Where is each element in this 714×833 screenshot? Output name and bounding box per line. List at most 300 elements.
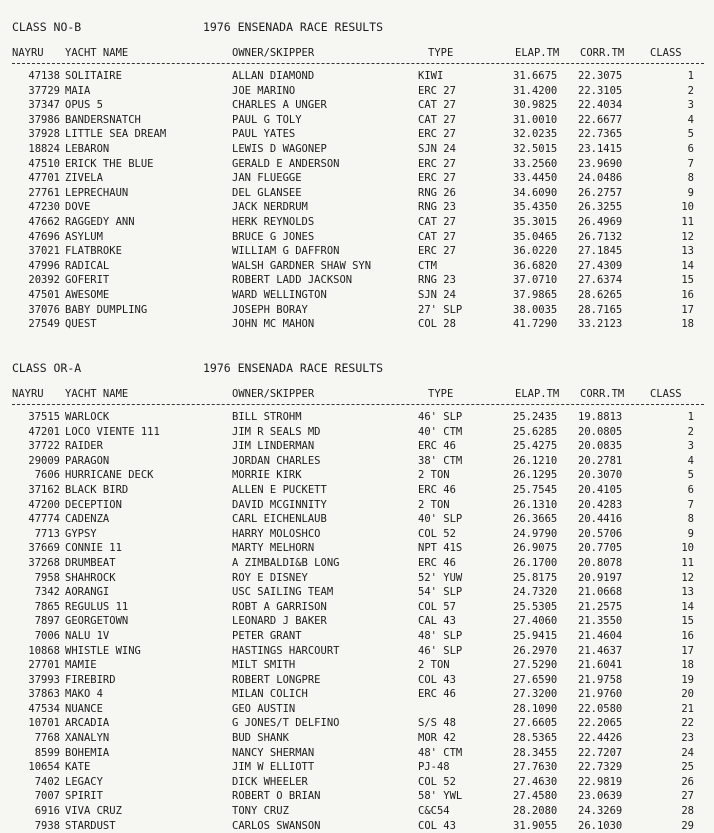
nayru-number: 47501: [28, 288, 60, 301]
corrected-time: 28.6265: [578, 288, 623, 301]
yacht-name: MAKO 4: [65, 688, 103, 701]
nayru-number: 29009: [28, 454, 60, 467]
boat-type: MOR 42: [418, 732, 456, 745]
yacht-name: XANALYN: [65, 732, 110, 745]
yacht-name: GEORGETOWN: [65, 615, 129, 628]
corrected-time: 26.4969: [578, 215, 623, 228]
owner-skipper: WALSH GARDNER SHAW SYN: [232, 259, 372, 272]
nayru-number: 8599: [34, 746, 60, 759]
nayru-number: 47138: [28, 70, 60, 82]
corrected-time: 20.2781: [578, 454, 623, 467]
corrected-time: 24.0486: [578, 172, 623, 185]
nayru-number: 47200: [28, 498, 60, 511]
nayru-number: 20392: [28, 274, 60, 287]
owner-skipper: ROBT A GARRISON: [232, 600, 327, 613]
boat-type: S/S 48: [418, 717, 456, 730]
boat-type: 46' SLP: [418, 411, 463, 423]
yacht-name: RADICAL: [65, 259, 110, 272]
class-place: 5: [687, 469, 694, 482]
elapsed-time: 24.9790: [513, 527, 558, 540]
yacht-name: DECEPTION: [65, 498, 122, 511]
corrected-time: 22.0580: [578, 702, 623, 715]
boat-type: COL 52: [418, 775, 456, 788]
owner-skipper: ROBERT O BRIAN: [232, 790, 321, 803]
boat-type: RNG 23: [418, 274, 456, 287]
class-place: 22: [681, 717, 694, 730]
corrected-time: 20.9197: [578, 571, 623, 584]
owner-skipper: ALLEN E PUCKETT: [232, 483, 327, 496]
result-row: [0, 760, 714, 775]
owner-skipper: JACK NERDRUM: [232, 201, 308, 214]
elapsed-time: 28.5365: [513, 732, 558, 745]
result-row: [0, 585, 714, 600]
owner-skipper: JIM LINDERMAN: [232, 440, 315, 453]
yacht-name: LITTLE SEA DREAM: [65, 128, 167, 141]
class-place: 18: [681, 659, 694, 672]
elapsed-time: 31.9055: [513, 819, 558, 832]
corrected-time: 22.4034: [578, 99, 623, 112]
result-row: [0, 273, 714, 288]
owner-skipper: WARD WELLINGTON: [232, 288, 327, 301]
boat-type: ERC 27: [418, 84, 456, 97]
yacht-name: MAMIE: [65, 659, 97, 672]
boat-type: 27' SLP: [418, 303, 463, 316]
class-place: 8: [687, 513, 694, 526]
class-place: 14: [681, 259, 694, 272]
class-place: 4: [687, 454, 694, 467]
corrected-time: 22.7329: [578, 761, 623, 774]
result-row: [0, 731, 714, 746]
nayru-number: 37993: [28, 673, 60, 686]
result-row: [0, 629, 714, 644]
elapsed-time: 31.4200: [513, 84, 558, 97]
owner-skipper: CARL EICHENLAUB: [232, 513, 327, 526]
class-place: 20: [681, 688, 694, 701]
col-type-header: TYPE: [428, 388, 454, 400]
elapsed-time: 24.7320: [513, 586, 558, 599]
owner-skipper: A ZIMBALDI&B LONG: [232, 556, 340, 569]
corrected-time: 22.2065: [578, 717, 623, 730]
owner-skipper: JAN FLUEGGE: [232, 172, 302, 185]
elapsed-time: 31.6675: [513, 70, 558, 82]
col-class-header: CLASS: [650, 47, 682, 59]
elapsed-time: 35.3015: [513, 215, 558, 228]
class-place: 26: [681, 775, 694, 788]
col-corr-header: CORR.TM: [580, 388, 625, 400]
result-row: [0, 614, 714, 629]
nayru-number: 7713: [34, 527, 60, 540]
corrected-time: 20.0805: [578, 425, 623, 438]
owner-skipper: JIM R SEALS MD: [232, 425, 321, 438]
nayru-number: 27761: [28, 186, 60, 199]
result-row: [0, 658, 714, 673]
yacht-name: WHISTLE WING: [65, 644, 141, 657]
owner-skipper: USC SAILING TEAM: [232, 586, 334, 599]
owner-skipper: ALLAN DIAMOND: [232, 70, 315, 82]
nayru-number: 10868: [28, 644, 60, 657]
nayru-number: 37347: [28, 99, 60, 112]
boat-type: COL 43: [418, 819, 456, 832]
boat-type: ERC 27: [418, 172, 456, 185]
class-label: CLASS NO-B: [12, 20, 82, 34]
class-place: 17: [681, 644, 694, 657]
yacht-name: SOLITAIRE: [65, 70, 122, 82]
class-place: 1: [687, 411, 694, 423]
class-place: 15: [681, 615, 694, 628]
boat-type: CAT 27: [418, 230, 456, 243]
result-row: [0, 439, 714, 454]
elapsed-time: 31.0010: [513, 113, 558, 126]
yacht-name: QUEST: [65, 318, 97, 331]
results-title: 1976 ENSENADA RACE RESULTS: [203, 361, 384, 375]
col-nayru-header: NAYRU: [12, 47, 44, 59]
owner-skipper: GERALD E ANDERSON: [232, 157, 340, 170]
corrected-time: 22.9819: [578, 775, 623, 788]
owner-skipper: ROBERT LADD JACKSON: [232, 274, 353, 287]
class-place: 15: [681, 274, 694, 287]
result-row: [0, 186, 714, 201]
yacht-name: FLATBROKE: [65, 245, 122, 258]
corrected-time: 20.3070: [578, 469, 623, 482]
elapsed-time: 26.3665: [513, 513, 558, 526]
yacht-name: RAGGEDY ANN: [65, 215, 135, 228]
result-row: [0, 644, 714, 659]
nayru-number: 37076: [28, 303, 60, 316]
elapsed-time: 27.7630: [513, 761, 558, 774]
yacht-name: FIREBIRD: [65, 673, 116, 686]
corrected-time: 20.4283: [578, 498, 623, 511]
boat-type: ERC 46: [418, 483, 456, 496]
corrected-time: 22.7365: [578, 128, 623, 141]
result-row: [0, 702, 714, 717]
class-label: CLASS OR-A: [12, 361, 82, 375]
col-elap-header: ELAP.TM: [515, 47, 560, 59]
owner-skipper: DEL GLANSEE: [232, 186, 302, 199]
yacht-name: LEBARON: [65, 142, 110, 155]
result-row: [0, 600, 714, 615]
corrected-time: 20.0835: [578, 440, 623, 453]
corrected-time: 22.3105: [578, 84, 623, 97]
header-rule: [12, 63, 704, 64]
boat-type: 2 TON: [418, 469, 450, 482]
boat-type: 54' SLP: [418, 586, 463, 599]
owner-skipper: G JONES/T DELFINO: [232, 717, 340, 730]
yacht-name: VIVA CRUZ: [65, 805, 122, 818]
class-place: 13: [681, 586, 694, 599]
col-nayru-header: NAYRU: [12, 388, 44, 400]
corrected-time: 26.3255: [578, 201, 623, 214]
col-owner-header: OWNER/SKIPPER: [232, 388, 315, 400]
class-place: 1: [687, 70, 694, 82]
corrected-time: 26.7132: [578, 230, 623, 243]
result-row: [0, 556, 714, 571]
boat-type: 48' SLP: [418, 629, 463, 642]
result-row: [0, 98, 714, 113]
elapsed-time: 26.1295: [513, 469, 558, 482]
yacht-name: BOHEMIA: [65, 746, 110, 759]
yacht-name: REGULUS 11: [65, 600, 129, 613]
owner-skipper: CHARLES A UNGER: [232, 99, 327, 112]
result-row: [0, 69, 714, 84]
class-place: 3: [687, 440, 694, 453]
result-row: [0, 84, 714, 99]
elapsed-time: 26.1210: [513, 454, 558, 467]
nayru-number: 37986: [28, 113, 60, 126]
result-row: [0, 142, 714, 157]
boat-type: RNG 23: [418, 201, 456, 214]
nayru-number: 37515: [28, 411, 60, 423]
corrected-time: 21.0668: [578, 586, 623, 599]
boat-type: RNG 26: [418, 186, 456, 199]
yacht-name: BLACK BIRD: [65, 483, 129, 496]
yacht-name: CADENZA: [65, 513, 110, 526]
elapsed-time: 33.2560: [513, 157, 558, 170]
elapsed-time: 27.3200: [513, 688, 558, 701]
result-row: [0, 468, 714, 483]
result-row: [0, 200, 714, 215]
result-row: [0, 127, 714, 142]
class-place: 16: [681, 288, 694, 301]
corrected-time: 23.1415: [578, 142, 623, 155]
class-place: 6: [687, 142, 694, 155]
elapsed-time: 25.2435: [513, 411, 558, 423]
yacht-name: SPIRIT: [65, 790, 103, 803]
corrected-time: 26.1030: [578, 819, 623, 832]
class-place: 12: [681, 571, 694, 584]
nayru-number: 7342: [34, 586, 60, 599]
elapsed-time: 25.4275: [513, 440, 558, 453]
class-place: 16: [681, 629, 694, 642]
boat-type: 46' SLP: [418, 644, 463, 657]
corrected-time: 20.4105: [578, 483, 623, 496]
result-row: [0, 804, 714, 819]
owner-skipper: HARRY MOLOSHCO: [232, 527, 321, 540]
corrected-time: 22.4426: [578, 732, 623, 745]
nayru-number: 37268: [28, 556, 60, 569]
elapsed-time: 25.9415: [513, 629, 558, 642]
elapsed-time: 36.6820: [513, 259, 558, 272]
corrected-time: 21.9760: [578, 688, 623, 701]
elapsed-time: 27.6605: [513, 717, 558, 730]
elapsed-time: 32.5015: [513, 142, 558, 155]
boat-type: 40' SLP: [418, 513, 463, 526]
boat-type: CAL 43: [418, 615, 456, 628]
class-place: 18: [681, 318, 694, 331]
class-place: 29: [681, 819, 694, 832]
class-place: 7: [687, 498, 694, 511]
yacht-name: BANDERSNATCH: [65, 113, 141, 126]
owner-skipper: JOE MARINO: [232, 84, 296, 97]
yacht-name: MAIA: [65, 84, 91, 97]
nayru-number: 10654: [28, 761, 60, 774]
results-title: 1976 ENSENADA RACE RESULTS: [203, 20, 384, 34]
nayru-number: 7402: [34, 775, 60, 788]
owner-skipper: LEONARD J BAKER: [232, 615, 327, 628]
boat-type: COL 28: [418, 318, 456, 331]
col-owner-header: OWNER/SKIPPER: [232, 47, 315, 59]
boat-type: NPT 41S: [418, 542, 463, 555]
result-row: [0, 746, 714, 761]
boat-type: 2 TON: [418, 498, 450, 511]
yacht-name: DOVE: [65, 201, 91, 214]
class-place: 14: [681, 600, 694, 613]
elapsed-time: 41.7290: [513, 318, 558, 331]
boat-type: ERC 46: [418, 440, 456, 453]
elapsed-time: 26.1310: [513, 498, 558, 511]
boat-type: SJN 24: [418, 142, 456, 155]
elapsed-time: 32.0235: [513, 128, 558, 141]
elapsed-time: 26.1700: [513, 556, 558, 569]
result-row: [0, 571, 714, 586]
owner-skipper: PAUL G TOLY: [232, 113, 302, 126]
class-place: 17: [681, 303, 694, 316]
result-row: [0, 527, 714, 542]
boat-type: CAT 27: [418, 215, 456, 228]
nayru-number: 37863: [28, 688, 60, 701]
class-place: 23: [681, 732, 694, 745]
yacht-name: GYPSY: [65, 527, 97, 540]
owner-skipper: BRUCE G JONES: [232, 230, 315, 243]
yacht-name: KATE: [65, 761, 91, 774]
class-place: 11: [681, 556, 694, 569]
corrected-time: 20.4416: [578, 513, 623, 526]
boat-type: 2 TON: [418, 659, 450, 672]
owner-skipper: JIM W ELLIOTT: [232, 761, 315, 774]
yacht-name: NALU 1V: [65, 629, 110, 642]
yacht-name: ERICK THE BLUE: [65, 157, 154, 170]
yacht-name: HURRICANE DECK: [65, 469, 154, 482]
nayru-number: 6916: [34, 805, 60, 818]
class-place: 3: [687, 99, 694, 112]
corrected-time: 21.9758: [578, 673, 623, 686]
elapsed-time: 30.9825: [513, 99, 558, 112]
class-place: 19: [681, 673, 694, 686]
class-place: 12: [681, 230, 694, 243]
column-header-row: [0, 388, 714, 402]
corrected-time: 28.7165: [578, 303, 623, 316]
col-type-header: TYPE: [428, 47, 454, 59]
elapsed-time: 25.6285: [513, 425, 558, 438]
yacht-name: RAIDER: [65, 440, 103, 453]
class-place: 25: [681, 761, 694, 774]
owner-skipper: TONY CRUZ: [232, 805, 289, 818]
boat-type: PJ-48: [418, 761, 450, 774]
nayru-number: 7606: [34, 469, 60, 482]
nayru-number: 7865: [34, 600, 60, 613]
column-header-row: [0, 47, 714, 61]
nayru-number: 37162: [28, 483, 60, 496]
col-yacht-header: YACHT NAME: [65, 47, 129, 59]
class-place: 21: [681, 702, 694, 715]
header-rule: [12, 404, 704, 405]
class-place: 8: [687, 172, 694, 185]
result-row: [0, 288, 714, 303]
boat-type: SJN 24: [418, 288, 456, 301]
elapsed-time: 27.4060: [513, 615, 558, 628]
boat-type: CAT 27: [418, 113, 456, 126]
elapsed-time: 28.1090: [513, 702, 558, 715]
corrected-time: 26.2757: [578, 186, 623, 199]
result-row: [0, 716, 714, 731]
result-row: [0, 775, 714, 790]
corrected-time: 22.7207: [578, 746, 623, 759]
owner-skipper: HASTINGS HARCOURT: [232, 644, 340, 657]
yacht-name: WARLOCK: [65, 411, 110, 423]
section-header: [0, 20, 714, 36]
yacht-name: ASYLUM: [65, 230, 103, 243]
yacht-name: AORANGI: [65, 586, 110, 599]
corrected-time: 22.3075: [578, 70, 623, 82]
elapsed-time: 37.0710: [513, 274, 558, 287]
owner-skipper: PAUL YATES: [232, 128, 296, 141]
class-place: 2: [687, 425, 694, 438]
result-row: [0, 498, 714, 513]
corrected-time: 21.4604: [578, 629, 623, 642]
corrected-time: 24.3269: [578, 805, 623, 818]
nayru-number: 47230: [28, 201, 60, 214]
class-place: 10: [681, 542, 694, 555]
result-row: [0, 425, 714, 440]
yacht-name: PARAGON: [65, 454, 110, 467]
elapsed-time: 37.9865: [513, 288, 558, 301]
owner-skipper: MORRIE KIRK: [232, 469, 302, 482]
boat-type: C&C54: [418, 805, 450, 818]
owner-skipper: CARLOS SWANSON: [232, 819, 321, 832]
class-place: 9: [687, 186, 694, 199]
result-row: [0, 512, 714, 527]
nayru-number: 47534: [28, 702, 60, 715]
result-row: [0, 687, 714, 702]
boat-type: COL 57: [418, 600, 456, 613]
elapsed-time: 25.5305: [513, 600, 558, 613]
nayru-number: 47662: [28, 215, 60, 228]
elapsed-time: 35.0465: [513, 230, 558, 243]
result-row: [0, 317, 714, 332]
elapsed-time: 28.3455: [513, 746, 558, 759]
class-ora-section: [0, 361, 714, 833]
elapsed-time: 27.4630: [513, 775, 558, 788]
nayru-number: 27549: [28, 318, 60, 331]
class-place: 4: [687, 113, 694, 126]
class-place: 9: [687, 527, 694, 540]
elapsed-time: 38.0035: [513, 303, 558, 316]
owner-skipper: PETER GRANT: [232, 629, 302, 642]
nayru-number: 27701: [28, 659, 60, 672]
elapsed-time: 27.5290: [513, 659, 558, 672]
elapsed-time: 27.6590: [513, 673, 558, 686]
col-class-header: CLASS: [650, 388, 682, 400]
nayru-number: 37669: [28, 542, 60, 555]
yacht-name: STARDUST: [65, 819, 116, 832]
boat-type: 52' YUW: [418, 571, 463, 584]
result-row: [0, 171, 714, 186]
result-row: [0, 259, 714, 274]
corrected-time: 22.6677: [578, 113, 623, 126]
elapsed-time: 27.4580: [513, 790, 558, 803]
boat-type: ERC 46: [418, 688, 456, 701]
result-row: [0, 230, 714, 245]
elapsed-time: 34.6090: [513, 186, 558, 199]
corrected-time: 21.2575: [578, 600, 623, 613]
elapsed-time: 26.2970: [513, 644, 558, 657]
result-row: [0, 454, 714, 469]
elapsed-time: 26.9075: [513, 542, 558, 555]
result-row: [0, 483, 714, 498]
corrected-time: 23.9690: [578, 157, 623, 170]
result-row: [0, 541, 714, 556]
owner-skipper: MARTY MELHORN: [232, 542, 315, 555]
boat-type: ERC 27: [418, 157, 456, 170]
